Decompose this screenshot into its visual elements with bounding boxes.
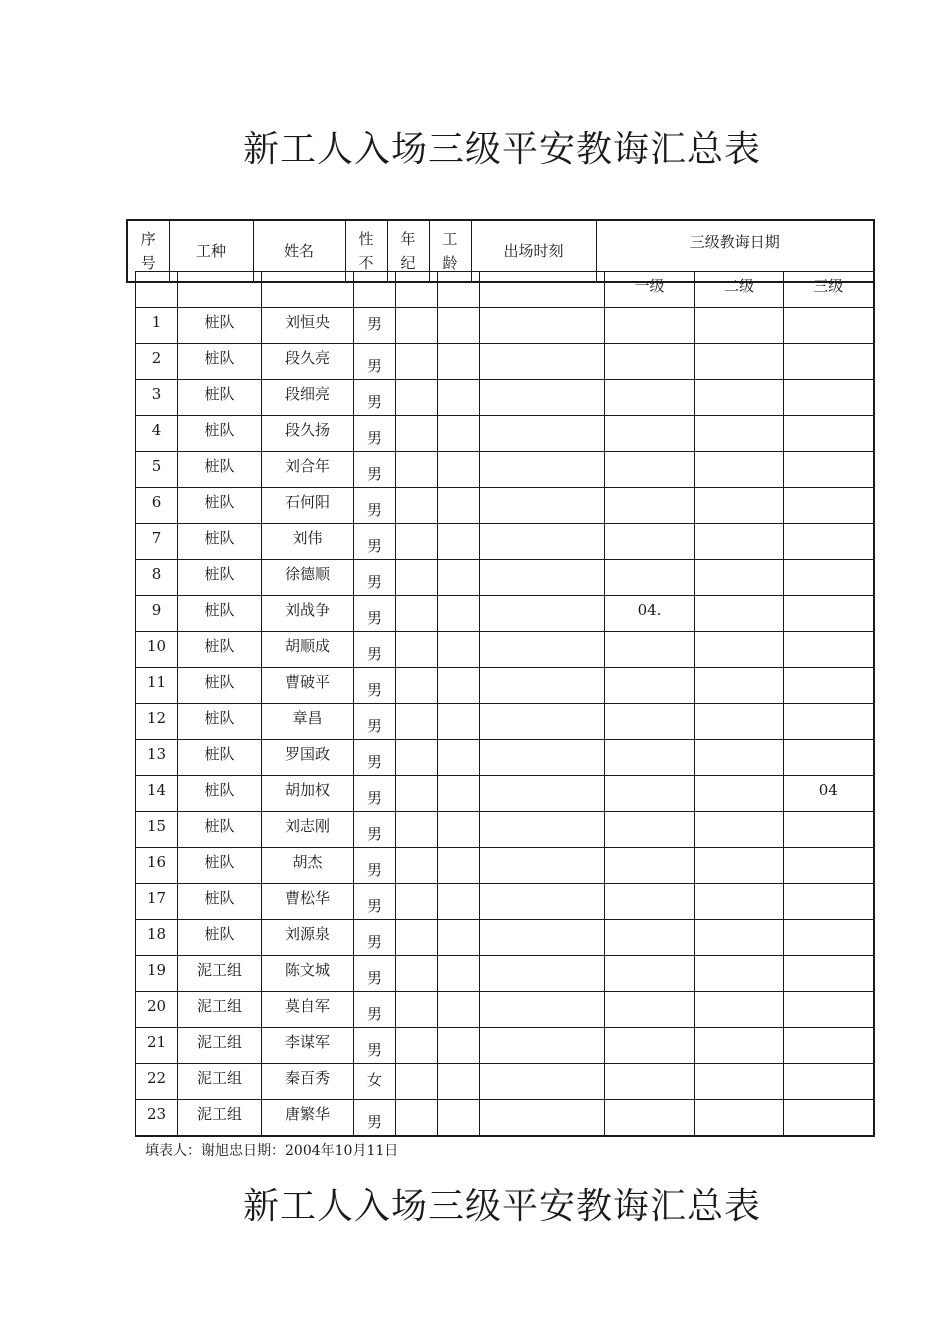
- row-sex: 男: [354, 704, 396, 740]
- table-row: [136, 992, 874, 1028]
- row-level3: [784, 884, 874, 920]
- row-sex: 男: [354, 560, 396, 596]
- row-years: [438, 308, 480, 344]
- row-age: [396, 1100, 438, 1137]
- row-no: 14: [136, 776, 178, 812]
- table-row: [136, 1064, 874, 1100]
- row-level1: [605, 956, 695, 992]
- row-sex: 男: [354, 596, 396, 632]
- table-row: [136, 668, 874, 704]
- row-level2: [695, 1028, 784, 1064]
- row-name: 石何阳: [262, 488, 354, 524]
- row-name: 李谋军: [262, 1028, 354, 1064]
- row-sex: 男: [354, 632, 396, 668]
- row-level2: [695, 740, 784, 776]
- row-sex: 男: [354, 992, 396, 1028]
- row-level2: [695, 992, 784, 1028]
- row-name: 刘源泉: [262, 920, 354, 956]
- row-no: 5: [136, 452, 178, 488]
- header-level1: 一级: [605, 272, 695, 308]
- row-level3: [784, 1064, 874, 1100]
- row-years: [438, 452, 480, 488]
- row-years: [438, 884, 480, 920]
- row-no: 3: [136, 380, 178, 416]
- row-trade: 桩队: [178, 740, 262, 776]
- row-exit-time: [480, 956, 605, 992]
- row-sex: 男: [354, 884, 396, 920]
- row-age: [396, 812, 438, 848]
- row-level2: [695, 596, 784, 632]
- row-level1: 04.: [605, 596, 695, 632]
- row-no: 10: [136, 632, 178, 668]
- row-years: [438, 812, 480, 848]
- row-level3: [784, 668, 874, 704]
- row-level2: [695, 488, 784, 524]
- row-age: [396, 524, 438, 560]
- row-level3: [784, 380, 874, 416]
- row-exit-time: [480, 704, 605, 740]
- row-name: 秦百秀: [262, 1064, 354, 1100]
- header-sex: 性不: [345, 220, 387, 282]
- row-level1: [605, 848, 695, 884]
- row-trade: 桩队: [178, 308, 262, 344]
- row-years: [438, 740, 480, 776]
- row-exit-time: [480, 416, 605, 452]
- table-row: [136, 848, 874, 884]
- header-level2: 二级: [695, 272, 784, 308]
- row-years: [438, 596, 480, 632]
- row-trade: 桩队: [178, 344, 262, 380]
- row-sex: 男: [354, 812, 396, 848]
- row-sex: 男: [354, 740, 396, 776]
- row-age: [396, 668, 438, 704]
- row-sex: 男: [354, 776, 396, 812]
- row-no: 20: [136, 992, 178, 1028]
- row-no: 11: [136, 668, 178, 704]
- row-age: [396, 560, 438, 596]
- row-trade: 泥工组: [178, 992, 262, 1028]
- row-exit-time: [480, 488, 605, 524]
- row-age: [396, 632, 438, 668]
- row-years: [438, 524, 480, 560]
- row-years: [438, 668, 480, 704]
- row-trade: 桩队: [178, 596, 262, 632]
- row-name: 胡杰: [262, 848, 354, 884]
- row-level2: [695, 884, 784, 920]
- row-age: [396, 380, 438, 416]
- row-no: 19: [136, 956, 178, 992]
- row-exit-time: [480, 560, 605, 596]
- row-level3: [784, 1028, 874, 1064]
- row-no: 23: [136, 1100, 178, 1137]
- row-level3: [784, 596, 874, 632]
- row-years: [438, 848, 480, 884]
- row-trade: 桩队: [178, 704, 262, 740]
- row-years: [438, 1028, 480, 1064]
- footer-filler-info: 填表人：谢旭忠日期：2004年10月11日: [145, 1143, 399, 1159]
- row-exit-time: [480, 920, 605, 956]
- row-no: 4: [136, 416, 178, 452]
- table-row: [136, 704, 874, 740]
- row-level1: [605, 632, 695, 668]
- row-level3: [784, 920, 874, 956]
- row-trade: 桩队: [178, 776, 262, 812]
- row-age: [396, 920, 438, 956]
- row-name: 罗国政: [262, 740, 354, 776]
- row-age: [396, 416, 438, 452]
- table-row: [136, 776, 874, 812]
- row-sex: 男: [354, 308, 396, 344]
- table-row: [136, 740, 874, 776]
- row-level3: [784, 524, 874, 560]
- row-level1: [605, 920, 695, 956]
- row-level3: [784, 632, 874, 668]
- row-age: [396, 596, 438, 632]
- row-trade: 桩队: [178, 848, 262, 884]
- row-sex: 男: [354, 380, 396, 416]
- row-sex: 男: [354, 1100, 396, 1137]
- row-exit-time: [480, 344, 605, 380]
- row-no: 22: [136, 1064, 178, 1100]
- row-level1: [605, 776, 695, 812]
- row-name: 段久亮: [262, 344, 354, 380]
- row-age: [396, 344, 438, 380]
- row-trade: 泥工组: [178, 956, 262, 992]
- row-no: 17: [136, 884, 178, 920]
- row-exit-time: [480, 1064, 605, 1100]
- row-level3: 04: [784, 776, 874, 812]
- row-name: 唐繁华: [262, 1100, 354, 1137]
- row-level1: [605, 704, 695, 740]
- table-row: [136, 920, 874, 956]
- row-name: 莫自军: [262, 992, 354, 1028]
- row-level3: [784, 848, 874, 884]
- row-name: 刘战争: [262, 596, 354, 632]
- header-years: 工龄: [429, 220, 471, 282]
- row-level1: [605, 488, 695, 524]
- row-trade: 桩队: [178, 812, 262, 848]
- row-level1: [605, 992, 695, 1028]
- row-age: [396, 848, 438, 884]
- row-exit-time: [480, 632, 605, 668]
- data-table: [135, 271, 875, 1137]
- row-level2: [695, 812, 784, 848]
- row-no: 13: [136, 740, 178, 776]
- row-level2: [695, 704, 784, 740]
- row-name: 曹破平: [262, 668, 354, 704]
- row-years: [438, 920, 480, 956]
- row-level1: [605, 308, 695, 344]
- row-no: 9: [136, 596, 178, 632]
- row-trade: 桩队: [178, 488, 262, 524]
- row-level1: [605, 1100, 695, 1137]
- table-row: [136, 488, 874, 524]
- row-level3: [784, 956, 874, 992]
- row-name: 刘志刚: [262, 812, 354, 848]
- row-no: 15: [136, 812, 178, 848]
- row-years: [438, 416, 480, 452]
- row-years: [438, 632, 480, 668]
- row-years: [438, 380, 480, 416]
- row-name: 刘合年: [262, 452, 354, 488]
- row-level2: [695, 956, 784, 992]
- row-name: 章昌: [262, 704, 354, 740]
- row-years: [438, 776, 480, 812]
- row-age: [396, 1064, 438, 1100]
- row-level2: [695, 524, 784, 560]
- header-seq: 序号: [127, 220, 169, 282]
- row-name: 刘伟: [262, 524, 354, 560]
- row-trade: 桩队: [178, 416, 262, 452]
- row-years: [438, 488, 480, 524]
- row-exit-time: [480, 308, 605, 344]
- page-title: 新工人入场三级平安教诲汇总表: [242, 129, 761, 170]
- row-name: 陈文城: [262, 956, 354, 992]
- row-sex: 男: [354, 524, 396, 560]
- row-trade: 泥工组: [178, 1100, 262, 1137]
- row-age: [396, 776, 438, 812]
- header-age: 年纪: [387, 220, 429, 282]
- level-header-row: [136, 272, 874, 308]
- row-no: 12: [136, 704, 178, 740]
- row-sex: 男: [354, 1028, 396, 1064]
- row-name: 曹松华: [262, 884, 354, 920]
- row-years: [438, 1064, 480, 1100]
- row-years: [438, 704, 480, 740]
- row-trade: 桩队: [178, 884, 262, 920]
- row-trade: 泥工组: [178, 1028, 262, 1064]
- row-no: 8: [136, 560, 178, 596]
- row-level3: [784, 416, 874, 452]
- row-sex: 女: [354, 1064, 396, 1100]
- row-level2: [695, 848, 784, 884]
- row-level1: [605, 416, 695, 452]
- row-years: [438, 992, 480, 1028]
- row-age: [396, 308, 438, 344]
- row-sex: 男: [354, 416, 396, 452]
- row-no: 1: [136, 308, 178, 344]
- row-no: 7: [136, 524, 178, 560]
- row-sex: 男: [354, 956, 396, 992]
- row-no: 21: [136, 1028, 178, 1064]
- row-level3: [784, 1100, 874, 1137]
- row-trade: 桩队: [178, 632, 262, 668]
- table-row: [136, 380, 874, 416]
- row-level3: [784, 740, 874, 776]
- row-sex: 男: [354, 488, 396, 524]
- row-no: 2: [136, 344, 178, 380]
- row-level2: [695, 344, 784, 380]
- row-exit-time: [480, 992, 605, 1028]
- row-level1: [605, 344, 695, 380]
- row-years: [438, 344, 480, 380]
- table-row: [136, 1100, 874, 1137]
- row-trade: 桩队: [178, 452, 262, 488]
- row-exit-time: [480, 884, 605, 920]
- header-edu-date: 三级教诲日期: [596, 220, 874, 282]
- row-age: [396, 956, 438, 992]
- row-trade: 泥工组: [178, 1064, 262, 1100]
- table-row: [136, 884, 874, 920]
- row-years: [438, 1100, 480, 1137]
- row-years: [438, 956, 480, 992]
- row-name: 段细亮: [262, 380, 354, 416]
- page-title-repeat: 新工人入场三级平安教诲汇总表: [242, 1186, 761, 1227]
- row-exit-time: [480, 452, 605, 488]
- row-age: [396, 740, 438, 776]
- row-sex: 男: [354, 920, 396, 956]
- row-level1: [605, 560, 695, 596]
- row-trade: 桩队: [178, 920, 262, 956]
- row-level1: [605, 812, 695, 848]
- row-level1: [605, 1064, 695, 1100]
- row-level1: [605, 884, 695, 920]
- row-exit-time: [480, 1100, 605, 1137]
- row-no: 18: [136, 920, 178, 956]
- row-name: 胡顺成: [262, 632, 354, 668]
- table-row: [136, 1028, 874, 1064]
- row-level1: [605, 524, 695, 560]
- table-row: [136, 452, 874, 488]
- header-exit-time: 出场时刻: [471, 220, 596, 282]
- table-row: [136, 632, 874, 668]
- table-row: [136, 344, 874, 380]
- header-name: 姓名: [253, 220, 345, 282]
- table-row: [136, 956, 874, 992]
- row-name: 段久扬: [262, 416, 354, 452]
- row-name: 胡加权: [262, 776, 354, 812]
- row-age: [396, 1028, 438, 1064]
- table-row: [136, 812, 874, 848]
- row-exit-time: [480, 812, 605, 848]
- table-row: [136, 416, 874, 452]
- row-level2: [695, 560, 784, 596]
- row-level2: [695, 416, 784, 452]
- row-no: 6: [136, 488, 178, 524]
- row-name: 刘恒央: [262, 308, 354, 344]
- row-exit-time: [480, 1028, 605, 1064]
- header-trade: 工种: [169, 220, 253, 282]
- row-level2: [695, 452, 784, 488]
- row-level3: [784, 992, 874, 1028]
- row-level3: [784, 812, 874, 848]
- row-level1: [605, 1028, 695, 1064]
- row-level3: [784, 704, 874, 740]
- table-row: [136, 524, 874, 560]
- row-level3: [784, 452, 874, 488]
- row-exit-time: [480, 524, 605, 560]
- row-level2: [695, 920, 784, 956]
- row-trade: 桩队: [178, 560, 262, 596]
- row-level2: [695, 668, 784, 704]
- row-level2: [695, 632, 784, 668]
- row-age: [396, 488, 438, 524]
- row-level2: [695, 308, 784, 344]
- row-age: [396, 704, 438, 740]
- row-exit-time: [480, 848, 605, 884]
- row-age: [396, 992, 438, 1028]
- row-age: [396, 884, 438, 920]
- row-level1: [605, 380, 695, 416]
- row-level2: [695, 380, 784, 416]
- row-exit-time: [480, 776, 605, 812]
- row-sex: 男: [354, 344, 396, 380]
- row-sex: 男: [354, 848, 396, 884]
- row-exit-time: [480, 740, 605, 776]
- table-row: [136, 560, 874, 596]
- row-level3: [784, 308, 874, 344]
- table-row: [136, 308, 874, 344]
- row-exit-time: [480, 380, 605, 416]
- row-trade: 桩队: [178, 668, 262, 704]
- row-age: [396, 452, 438, 488]
- row-trade: 桩队: [178, 524, 262, 560]
- row-exit-time: [480, 596, 605, 632]
- row-no: 16: [136, 848, 178, 884]
- row-name: 徐德顺: [262, 560, 354, 596]
- row-level2: [695, 776, 784, 812]
- row-level2: [695, 1064, 784, 1100]
- row-level1: [605, 452, 695, 488]
- row-level1: [605, 740, 695, 776]
- row-trade: 桩队: [178, 380, 262, 416]
- row-level2: [695, 1100, 784, 1137]
- table-row: [136, 596, 874, 632]
- row-level3: [784, 488, 874, 524]
- header-level3: 三级: [784, 272, 874, 308]
- row-exit-time: [480, 668, 605, 704]
- row-years: [438, 560, 480, 596]
- row-sex: 男: [354, 668, 396, 704]
- row-level3: [784, 560, 874, 596]
- row-level1: [605, 668, 695, 704]
- row-level3: [784, 344, 874, 380]
- row-sex: 男: [354, 452, 396, 488]
